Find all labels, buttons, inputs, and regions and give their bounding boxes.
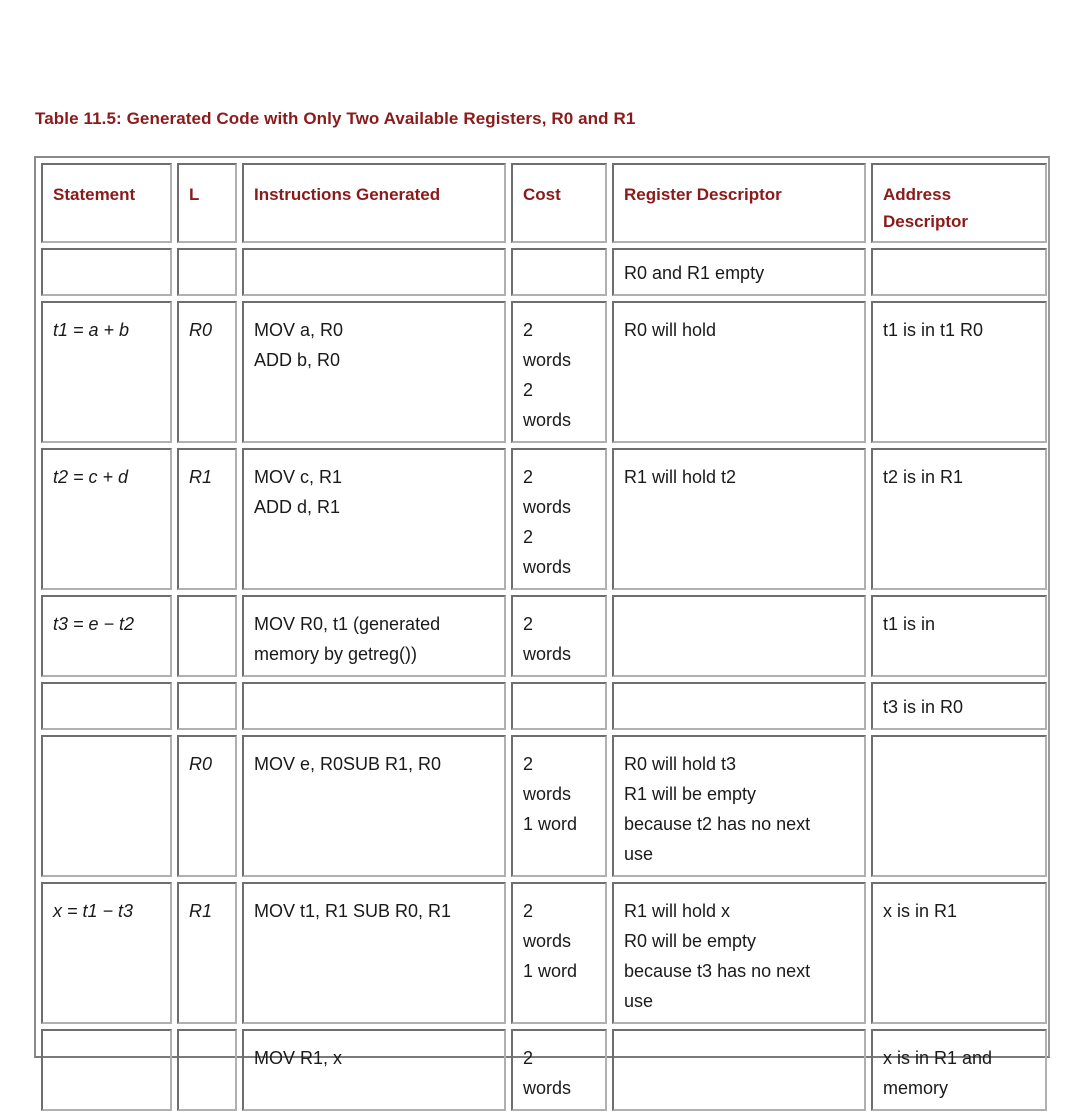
- table-row: [41, 682, 1047, 730]
- table-caption: Table 11.5: Generated Code with Only Two Available Registers, R0 and R1: [35, 109, 636, 128]
- table-header-row: [41, 163, 1047, 243]
- cell-statement: [41, 248, 172, 296]
- cell-instructions: MOV c, R1 ADD d, R1: [242, 448, 506, 590]
- cell-cost: 2 words 2 words: [511, 448, 607, 590]
- header-address-descriptor: Address Descriptor: [871, 163, 1047, 243]
- cell-statement: [41, 735, 172, 877]
- cell-cost: [511, 248, 607, 296]
- cell-instructions: MOV a, R0 ADD b, R0: [242, 301, 506, 443]
- cell-instructions: MOV R0, t1 (generated memory by getreg()): [242, 595, 506, 677]
- cell-l: [177, 682, 237, 730]
- header-cost: Cost: [511, 163, 607, 243]
- table-row: [41, 1029, 1047, 1111]
- header-register-descriptor: Register Descriptor: [612, 163, 866, 243]
- cell-address: t2 is in R1: [871, 448, 1047, 590]
- cell-statement: t3 = e − t2: [41, 595, 172, 677]
- cell-statement: [41, 1029, 172, 1111]
- table-row: [41, 882, 1047, 1024]
- cell-register: [612, 595, 866, 677]
- cell-l: R0: [177, 301, 237, 443]
- cell-cost: 2 words: [511, 595, 607, 677]
- cell-address: x is in R1: [871, 882, 1047, 1024]
- cell-instructions: [242, 248, 506, 296]
- cell-register: [612, 1029, 866, 1111]
- cell-statement: t2 = c + d: [41, 448, 172, 590]
- cell-instructions: MOV e, R0SUB R1, R0: [242, 735, 506, 877]
- cell-l: R1: [177, 882, 237, 1024]
- code-table-frame: [34, 156, 1050, 1098]
- cell-l: [177, 248, 237, 296]
- header-l: L: [177, 163, 237, 243]
- cell-instructions: MOV R1, x: [242, 1029, 506, 1111]
- cell-statement: x = t1 − t3: [41, 882, 172, 1024]
- cell-instructions: MOV t1, R1 SUB R0, R1: [242, 882, 506, 1024]
- cell-register: R1 will hold t2: [612, 448, 866, 590]
- header-instructions: Instructions Generated: [242, 163, 506, 243]
- cell-l: [177, 595, 237, 677]
- cell-cost: 2 words 1 word: [511, 882, 607, 1024]
- cell-register: R0 and R1 empty: [612, 248, 866, 296]
- generated-code-table: [36, 158, 1052, 1116]
- table-row: [41, 735, 1047, 877]
- cell-register: [612, 682, 866, 730]
- cell-cost: [511, 682, 607, 730]
- cell-l: R0: [177, 735, 237, 877]
- cell-register: R0 will hold t3 R1 will be empty because t2 has no next use: [612, 735, 866, 877]
- cell-register: R1 will hold x R0 will be empty because t3 has no next use: [612, 882, 866, 1024]
- cell-address: x is in R1 and memory: [871, 1029, 1047, 1111]
- table-row: [41, 248, 1047, 296]
- cell-register: R0 will hold: [612, 301, 866, 443]
- cell-address: t3 is in R0: [871, 682, 1047, 730]
- cell-cost: 2 words 2 words: [511, 301, 607, 443]
- cell-l: [177, 1029, 237, 1111]
- cell-cost: 2 words: [511, 1029, 607, 1111]
- cell-address: t1 is in: [871, 595, 1047, 677]
- cell-instructions: [242, 682, 506, 730]
- cell-statement: [41, 682, 172, 730]
- cell-address: [871, 248, 1047, 296]
- cell-address: [871, 735, 1047, 877]
- table-row: [41, 595, 1047, 677]
- cell-l: R1: [177, 448, 237, 590]
- cell-cost: 2 words 1 word: [511, 735, 607, 877]
- cell-address: t1 is in t1 R0: [871, 301, 1047, 443]
- table-row: [41, 448, 1047, 590]
- table-row: [41, 301, 1047, 443]
- cell-statement: t1 = a + b: [41, 301, 172, 443]
- header-statement: Statement: [41, 163, 172, 243]
